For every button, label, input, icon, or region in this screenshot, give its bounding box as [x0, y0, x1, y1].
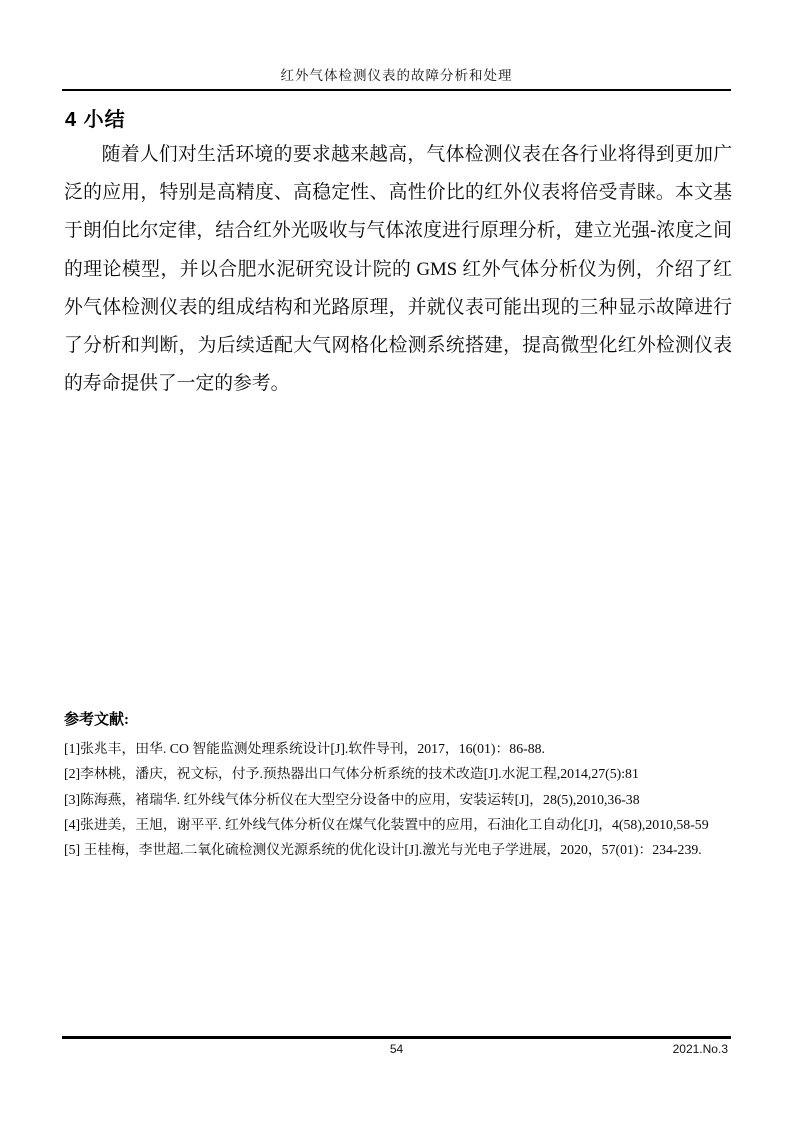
reference-item-1: [1]张兆丰，田华. CO 智能监测处理系统设计[J].软件导刊，2017，16(01)：86-88.	[64, 741, 545, 756]
footer-rule	[62, 1036, 731, 1039]
reference-item-5: [5] 王桂梅，李世超.二氧化硫检测仪光源系统的优化设计[J].激光与光电子学进展，2020，57(01)：234-239.	[64, 842, 702, 858]
references-heading: 参考文献:	[64, 712, 129, 728]
reference-item-4: [4]张进美，王旭，谢平平. 红外线气体分析仪在煤气化装置中的应用，石油化工自动化[J]，4(58),2010,58-59	[64, 816, 709, 832]
section-heading: 4 小结	[65, 109, 126, 131]
references-section	[64, 707, 730, 862]
issue-label: 2021.No.3	[672, 1042, 728, 1056]
page-number: 54	[389, 1042, 404, 1056]
header-rule	[62, 89, 731, 91]
summary-paragraph: 随着人们对生活环境的要求越来越高，气体检测仪表在各行业将得到更加广泛的应用，特别是高精度、高稳定性、高性价比的红外仪表将倍受青睐。本文基于朗伯比尔定律，结合红外光吸收与气体浓度进行原理分析，建立光强-浓度之间的理论模型，并以合肥水泥研究设计院的 GMS 红外气体分析仪为例，介绍了红外气体检测仪表的组成结构和光路原理，并就仪表可能出现的三种显示故障进行了分析和判断，为后续适配大气网格化检测系统搭建，提高微型化红外检测仪表的寿命提供了一定的参考。	[64, 144, 732, 395]
reference-item-3: [3]陈海燕，褚瑞华. 红外线气体分析仪在大型空分设备中的应用，安装运转[J]，28(5),2010,36-38	[64, 791, 640, 807]
running-header-title: 红外气体检测仪表的故障分析和处理	[280, 68, 513, 83]
reference-item-2: [2]李林桃，潘庆，祝文标，付予.预热器出口气体分析系统的技术改造[J].水泥工程,2014,27(5):81	[64, 766, 639, 782]
